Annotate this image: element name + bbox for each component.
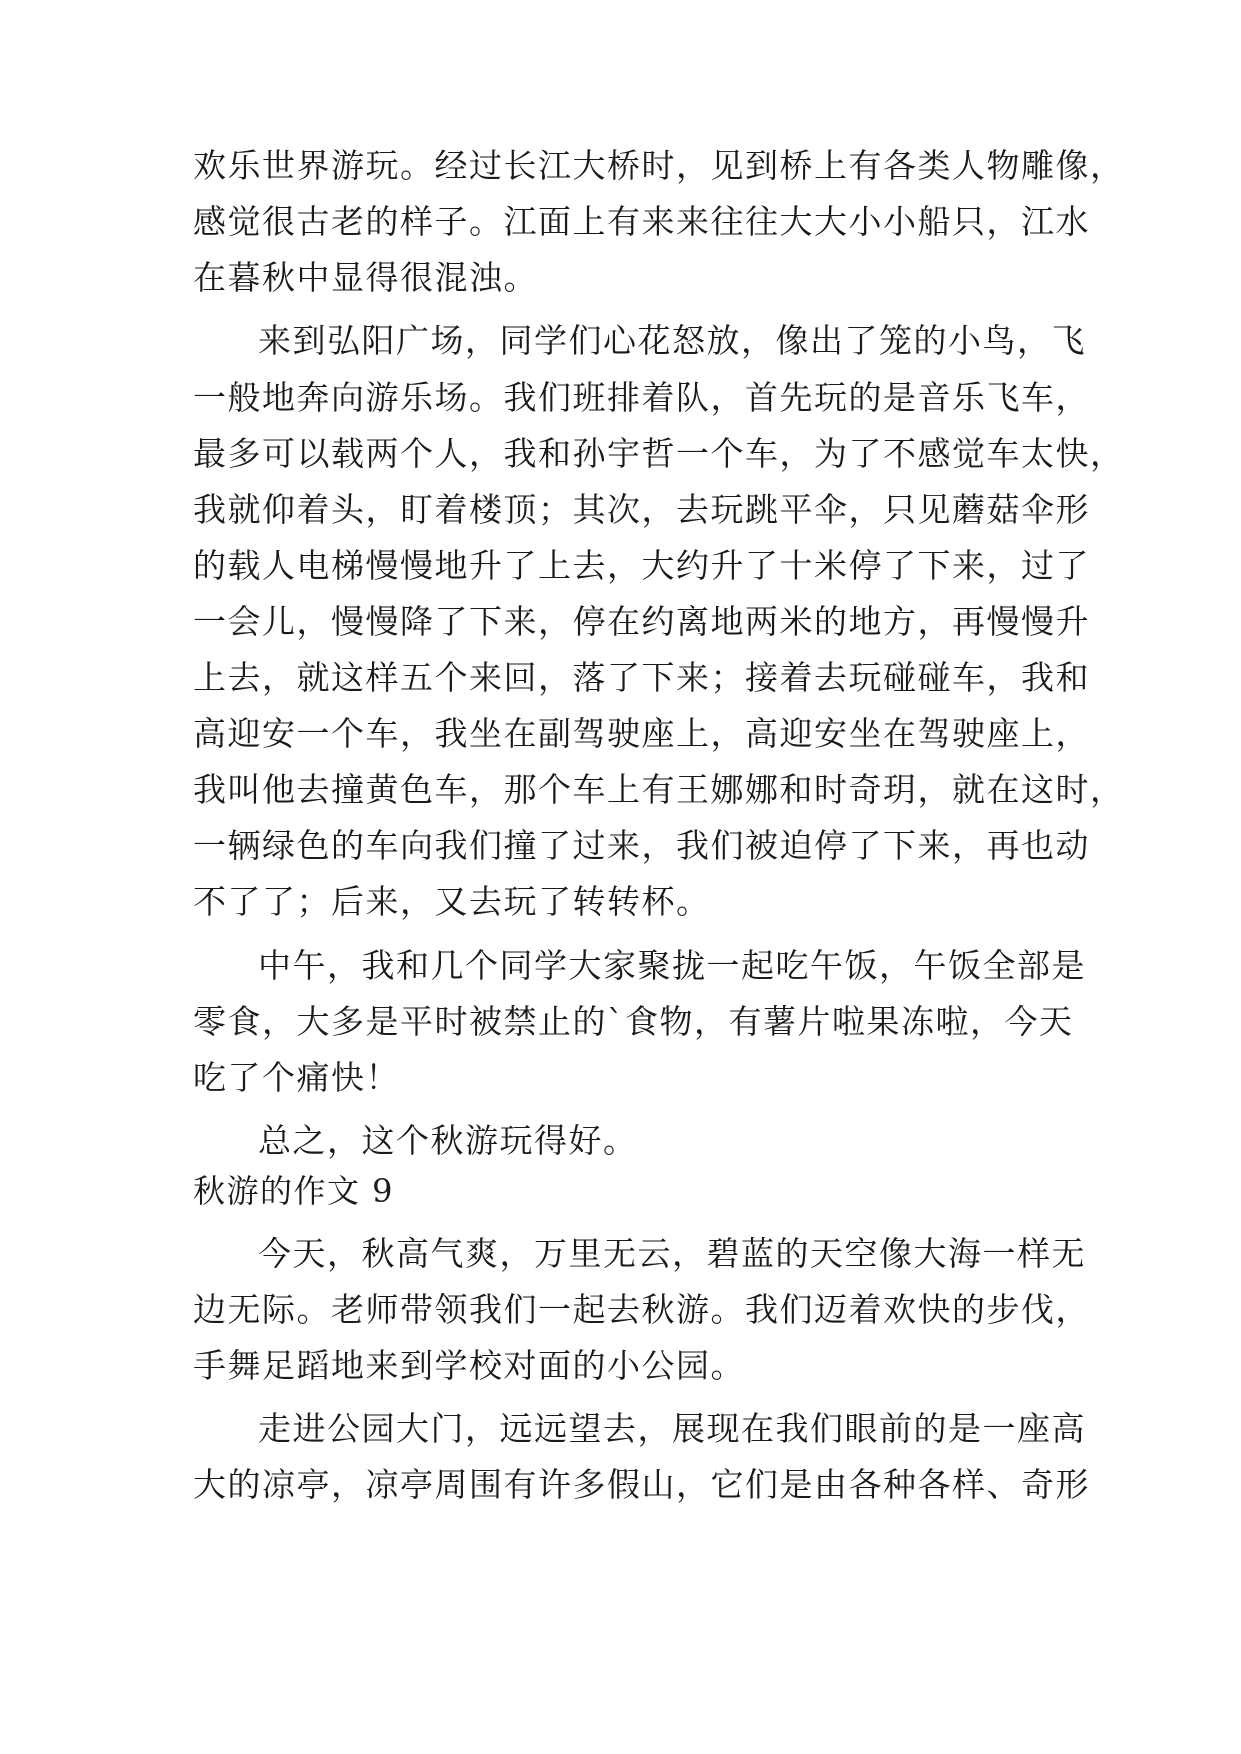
paragraph-first-line: 总之，这个秋游玩得好。 — [258, 1121, 638, 1160]
text-line: 大的凉亭，凉亭周围有许多假山，它们是由各种各样、奇形 — [193, 1465, 1090, 1504]
text-line: 最多可以载两个人，我和孙宇哲一个车，为了不感觉车太快， — [193, 434, 1125, 473]
text-line: 高迎安一个车，我坐在副驾驶座上，高迎安坐在驾驶座上， — [193, 714, 1090, 753]
text-line: 一般地奔向游乐场。我们班排着队，首先玩的是音乐飞车， — [193, 378, 1090, 417]
text-line: 不了了；后来，又去玩了转转杯。 — [193, 882, 711, 921]
section-heading: 秋游的作文 9 — [193, 1172, 395, 1210]
paragraph-first-line: 中午，我和几个同学大家聚拢一起吃午饭，午饭全部是 — [258, 946, 1086, 985]
text-line: 的载人电梯慢慢地升了上去，大约升了十米停了下来，过了 — [193, 546, 1090, 585]
paragraph-first-line: 今天，秋高气爽，万里无云，碧蓝的天空像大海一样无 — [258, 1234, 1086, 1273]
paragraph-first-line: 走进公园大门，远远望去，展现在我们眼前的是一座高 — [258, 1409, 1086, 1448]
text-line: 上去，就这样五个来回，落了下来；接着去玩碰碰车，我和 — [193, 658, 1090, 697]
text-line: 我叫他去撞黄色车，那个车上有王娜娜和时奇玥，就在这时， — [193, 770, 1125, 809]
text-line: 手舞足蹈地来到学校对面的小公园。 — [193, 1346, 745, 1385]
text-line: 欢乐世界游玩。经过长江大桥时，见到桥上有各类人物雕像， — [193, 146, 1125, 185]
text-line: 我就仰着头，盯着楼顶；其次，去玩跳平伞，只见蘑菇伞形 — [193, 490, 1090, 529]
text-line: 一会儿，慢慢降了下来，停在约离地两米的地方，再慢慢升 — [193, 602, 1090, 641]
paragraph-first-line: 来到弘阳广场，同学们心花怒放，像出了笼的小鸟，飞 — [258, 321, 1086, 360]
text-line: 一辆绿色的车向我们撞了过来，我们被迫停了下来，再也动 — [193, 826, 1090, 865]
text-line: 在暮秋中显得很混浊。 — [193, 258, 538, 297]
text-line: 边无际。老师带领我们一起去秋游。我们迈着欢快的步伐， — [193, 1290, 1090, 1329]
text-line: 零食，大多是平时被禁止的`食物，有薯片啦果冻啦，今天 — [193, 1002, 1074, 1041]
text-line: 吃了个痛快！ — [193, 1058, 400, 1097]
text-line: 感觉很古老的样子。江面上有来来往往大大小小船只，江水 — [193, 202, 1090, 241]
